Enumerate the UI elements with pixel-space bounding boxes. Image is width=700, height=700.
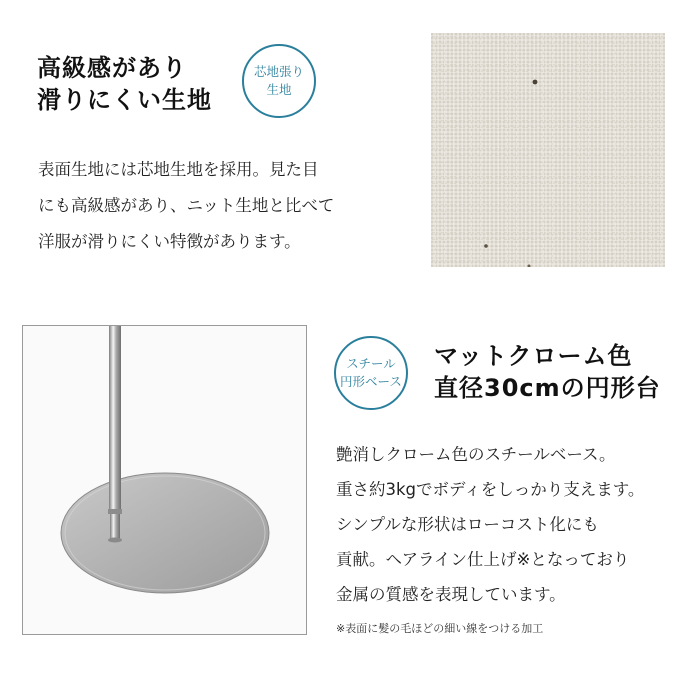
hairline-finish-note: ※表面に髪の毛ほどの細い線をつける加工 <box>336 622 544 635</box>
steel-base-description-line-1: 艶消しクローム色のスチールベース。 <box>336 445 616 464</box>
steel-base-heading-line-1: マットクローム色 <box>434 342 633 370</box>
fabric-heading-line-1: 高級感があり <box>37 54 187 82</box>
steel-base-description-line-3: シンプルな形状はローコスト化にも <box>336 515 599 534</box>
steel-base-description <box>336 437 644 612</box>
fabric-texture-photo <box>431 33 665 267</box>
fabric-description-line-1: 表面生地には芯地生地を採用。見た目 <box>38 160 319 179</box>
fabric-description-line-2: にも高級感があり、ニット生地と比べて <box>38 196 335 215</box>
steel-base-badge-line-1: スチール <box>346 356 396 371</box>
fabric-description-line-3: 洋服が滑りにくい特徴があります。 <box>38 232 301 251</box>
fabric-badge-line-1: 芯地張り <box>253 64 304 79</box>
steel-base-heading <box>434 340 661 404</box>
fabric-badge-line-2: 生地 <box>266 82 292 97</box>
chrome-stand-graphic <box>23 326 307 635</box>
steel-base-heading-line-2: 直径30cmの円形台 <box>434 374 661 402</box>
fabric-heading-line-2: 滑りにくい生地 <box>37 86 212 114</box>
steel-base-description-line-5: 金属の質感を表現しています。 <box>336 585 566 604</box>
fabric-heading <box>37 52 212 116</box>
steel-base-description-line-4: 貢献。ヘアライン仕上げ※となっており <box>336 550 630 569</box>
steel-base-photo <box>22 325 307 635</box>
steel-base-badge-line-2: 円形ベース <box>340 374 402 389</box>
fabric-texture-graphic <box>431 33 665 267</box>
steel-base-badge <box>334 336 408 410</box>
steel-base-description-line-2: 重さ約3kgでボディをしっかり支えます。 <box>336 480 645 499</box>
fabric-badge <box>242 44 316 118</box>
fabric-description <box>38 152 334 260</box>
